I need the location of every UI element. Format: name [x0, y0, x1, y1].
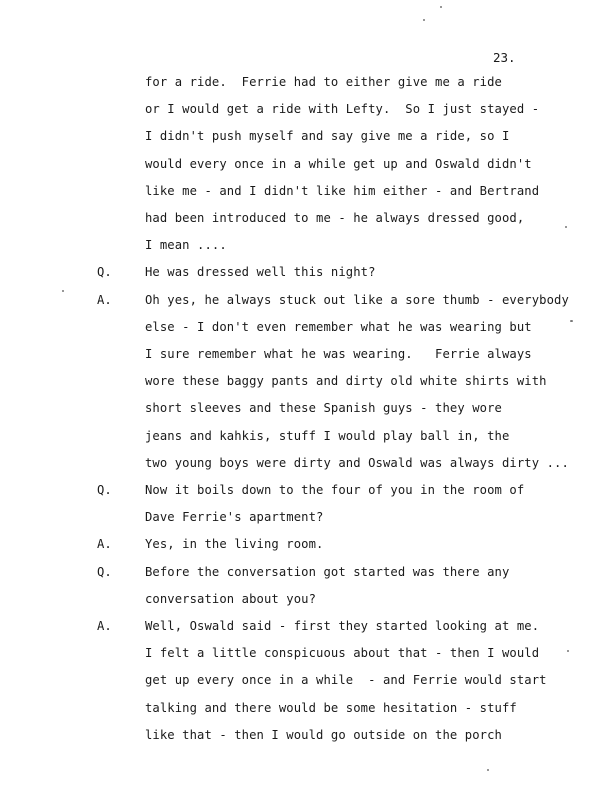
transcript-line: like that - then I would go outside on the porch	[145, 727, 502, 742]
transcript-line: else - I don't even remember what he was wearing but	[145, 319, 532, 334]
transcript-line: Well, Oswald said - first they started looking at me.	[145, 619, 540, 633]
scan-speck	[570, 320, 573, 322]
transcript-line: I mean ....	[145, 238, 227, 253]
speaker-marker: A.	[97, 619, 112, 633]
transcript-line: Now it boils down to the four of you in the room of	[145, 483, 525, 497]
transcript-line: Dave Ferrie's apartment?	[145, 510, 324, 525]
transcript-line: conversation about you?	[145, 591, 317, 606]
scan-speck	[565, 226, 567, 228]
speaker-marker: A.	[97, 292, 112, 307]
transcript-line: short sleeves and these Spanish guys - they wore	[145, 401, 502, 416]
speaker-marker: Q.	[97, 564, 112, 579]
transcript-line: I felt a little conspicuous about that - then I would	[145, 646, 540, 661]
transcript-line: for a ride. Ferrie had to either give me a ride	[145, 75, 502, 89]
transcript-line: jeans and kahkis, stuff I would play ball in, the	[145, 428, 510, 443]
transcript-line: would every once in a while get up and Oswald didn't	[145, 156, 532, 171]
scan-speck	[440, 6, 442, 8]
scan-speck	[487, 769, 489, 771]
speaker-marker: Q.	[97, 265, 112, 280]
transcript-line: or I would get a ride with Lefty. So I just stayed -	[145, 102, 540, 117]
transcript-line: Oh yes, he always stuck out like a sore thumb - everybody	[145, 292, 569, 307]
transcript-line: Before the conversation got started was there any	[145, 564, 510, 579]
page-number: 23.	[493, 50, 516, 65]
transcript-line: He was dressed well this night?	[145, 265, 376, 280]
transcript-line: talking and there would be some hesitation - stuff	[145, 700, 517, 715]
scan-speck	[567, 650, 569, 652]
transcript-line: wore these baggy pants and dirty old white shirts with	[145, 374, 547, 389]
transcript-line: like me - and I didn't like him either - and Bertrand	[145, 183, 540, 198]
transcript-line: I sure remember what he was wearing. Ferrie always	[145, 347, 532, 361]
scan-speck	[423, 19, 425, 21]
transcript-line: Yes, in the living room.	[145, 537, 324, 552]
transcript-line: had been introduced to me - he always dressed good,	[145, 211, 525, 225]
transcript-line: two young boys were dirty and Oswald was always dirty ...	[145, 455, 569, 470]
speaker-marker: A.	[97, 537, 112, 552]
transcript-line: I didn't push myself and say give me a ride, so I	[145, 129, 510, 144]
transcript-line: get up every once in a while - and Ferrie would start	[145, 673, 547, 688]
scan-speck	[62, 290, 64, 292]
speaker-marker: Q.	[97, 483, 112, 497]
